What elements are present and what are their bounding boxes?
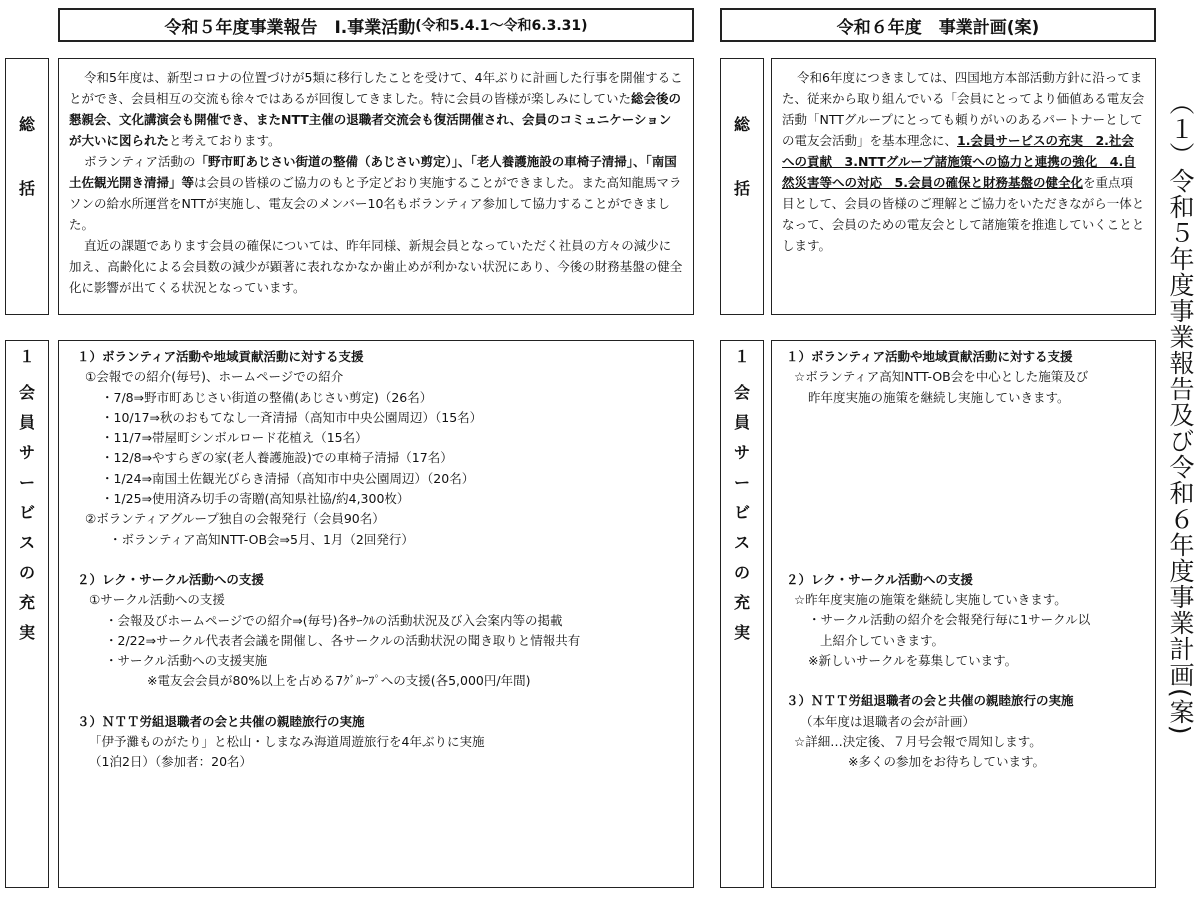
label-char: 実 <box>733 623 750 642</box>
label-char: サ <box>733 443 750 462</box>
left-header <box>58 8 694 42</box>
list-item: ・サークル活動への支援実施 <box>105 653 268 669</box>
list-item: ・7/8⇒野市町あじさい街道の整備(あじさい剪定)（26名） <box>101 389 433 405</box>
label-char: 実 <box>18 623 35 642</box>
left-summary-label <box>5 58 49 315</box>
left-summary-paragraph-1: 令和5年度は、新型コロナの位置づけが5類に移行したことを受けて、4年ぶりに計画した行事を開催することができ、会員相互の交流も徐々ではあるが回復してきました。特に会員の皆様が楽しみにしていた総会後の懇親会、文化講演会も開催でき、またNTT主催の退職者交流会も復活開催され、会員のコミュニケーションが大いに図られたと考えております。 <box>69 70 683 148</box>
left-section-3-title: ３）ＮＴＴ労組退職者の会と共催の親睦旅行の実施 <box>77 713 365 729</box>
label-char: 会 <box>18 383 35 402</box>
right-section-2-title: ２）レク・サークル活動への支援 <box>786 571 973 587</box>
left-section-1-title: １）ボランティア活動や地域貢献活動に対する支援 <box>77 349 364 364</box>
right-section-1-line2: 昨年度実施の施策を継続し実施していきます。 <box>808 389 1070 405</box>
vertical-page-title: （１）令和５年度事業報告及び令和６年度事業計画(案) <box>1166 90 1195 736</box>
list-item: ・2/22⇒サークル代表者会議を開催し、各サークルの活動状況の聞き取りと情報共有 <box>105 632 581 648</box>
right-section-2-line3: 上紹介していきます。 <box>820 632 945 648</box>
left-service-label <box>5 340 49 888</box>
left-summary-paragraph-3: 直近の課題であります会員の確保については、昨年同様、新規会員となっていただく社員の方々の減少に加え、高齢化による会員数の減少が顕著に表れなかなか歯止めが利かない状況にあり、今後の財務基盤の健全化に影響が出てくる状況となっています。 <box>69 238 683 295</box>
left-service-panel <box>58 340 694 888</box>
right-section-1-title: １）ボランティア活動や地域貢献活動に対する支援 <box>786 349 1073 364</box>
right-header-title: 令和６年度 事業計画(案) <box>836 17 1040 38</box>
right-section-2-line4: ※新しいサークルを募集しています。 <box>808 653 1018 669</box>
left-summary-paragraph-2: ボランティア活動の「野市町あじさい街道の整備（あじさい剪定）」、「老人養護施設の車椅子清掃」、「南国土佐観光開き清掃」等は会員の皆様のご協力のもと予定どおり実施することができました。また高知龍馬マラソンの給水所運営をNTTが実施し、電友会のメンバー10名もボランティア参加して協力することができました。 <box>69 154 682 232</box>
list-item: ・ボランティア高知NTT-OB会⇒5月、1月（2回発行） <box>109 531 414 547</box>
right-summary-label <box>720 58 764 315</box>
left-header-title: 令和５年度事業報告 Ⅰ.事業活動 <box>164 17 416 38</box>
label-char: 員 <box>733 413 750 432</box>
list-item: ・12/8⇒やすらぎの家(老人養護施設)での車椅子清掃（17名） <box>101 450 453 466</box>
list-item: ・会報及びホームページでの紹介⇒(毎号)各ｻｰｸﾙの活動状況及び入会案内等の掲載 <box>105 612 563 628</box>
label-char: １ <box>18 347 35 366</box>
right-section-3-line1: （本年度は退職者の会が計画） <box>800 713 976 729</box>
left-summary-panel <box>58 58 694 315</box>
label-char: の <box>18 563 35 582</box>
label-char: 員 <box>18 413 35 432</box>
right-header <box>720 8 1156 42</box>
right-service-panel <box>771 340 1156 888</box>
label-char: 括 <box>733 179 750 198</box>
right-section-2-line2: ・サークル活動の紹介を会報発行毎に1サークル以 <box>808 612 1091 628</box>
left-section-3-line2: （1泊2日）（参加者：20名） <box>89 754 253 770</box>
left-section-2-title: ２）レク・サークル活動への支援 <box>77 571 264 587</box>
right-section-3-line3: ※多くの参加をお待ちしています。 <box>848 754 1045 770</box>
list-item: ・1/25⇒使用済み切手の寄贈(高知県社協/約4,300枚） <box>101 491 410 507</box>
right-service-label <box>720 340 764 888</box>
label-char: ビ <box>18 503 35 522</box>
label-char: ス <box>733 533 750 552</box>
label-char: 括 <box>18 179 35 198</box>
left-section-3-line1: 「伊予灘ものがたり」と松山・しまなみ海道周遊旅行を4年ぶりに実施 <box>89 734 485 750</box>
left-section-1-sub1: ①会報での紹介(毎号)、ホームページでの紹介 <box>85 369 344 385</box>
right-summary-panel <box>771 58 1156 315</box>
right-section-3-title: ３）ＮＴＴ労組退職者の会と共催の親睦旅行の実施 <box>786 693 1074 709</box>
label-char: ー <box>733 473 750 492</box>
label-char: ー <box>18 473 35 492</box>
label-char: 会 <box>733 383 750 402</box>
right-section-3-line2: ☆詳細…決定後、７月号会報で周知します。 <box>794 733 1042 749</box>
label-char: の <box>733 563 750 582</box>
left-header-period: (令和5.4.1～令和6.3.31) <box>415 18 588 34</box>
left-section-2-sub1: ①サークル活動への支援 <box>89 592 225 608</box>
list-item: ・11/7⇒帯屋町シンボルロード花植え（15名） <box>101 430 368 446</box>
label-char: 充 <box>733 593 750 612</box>
left-section-2-note: ※電友会会員が80%以上を占める7ｸﾞﾙｰﾌﾟへの支援(各5,000円/年間) <box>147 673 531 689</box>
label-char: ス <box>18 533 35 552</box>
label-char: １ <box>733 347 750 366</box>
left-section-1-sub2: ②ボランティアグループ独自の会報発行（会員90名） <box>85 511 385 527</box>
right-section-2-line1: ☆昨年度実施の施策を継続し実施していきます。 <box>794 592 1067 608</box>
label-char: 総 <box>18 115 35 134</box>
list-item: ・1/24⇒南国土佐観光びらき清掃（高知市中央公園周辺）（20名） <box>101 470 475 486</box>
right-section-1-line1: ☆ボランティア高知NTT-OB会を中心とした施策及び <box>794 369 1089 385</box>
label-char: サ <box>18 443 35 462</box>
right-summary-paragraph: 令和6年度につきましては、四国地方本部活動方針に沿ってまた、従来から取り組んでいる「会員にとってより価値ある電友会活動「NTTグループにとっても頼りがいのあるパートナーとしての電友会活動」を基本理念に、1.会員サービスの充実 2.社会への貢献 3.NTTグループ諸施策への協力と連携の強化 4.自然災害等への対応 5.会員の確保と財務基盤の健全化を重点項目として、会員の皆様のご理解とご協力をいただきながら一体となって、会員のための電友会として諸施策を推進していくこととします。 <box>782 70 1145 253</box>
label-char: 充 <box>18 593 35 612</box>
list-item: ・10/17⇒秋のおもてなし一斉清掃（高知市中央公園周辺）（15名） <box>101 409 483 425</box>
label-char: ビ <box>733 503 750 522</box>
label-char: 総 <box>733 115 750 134</box>
